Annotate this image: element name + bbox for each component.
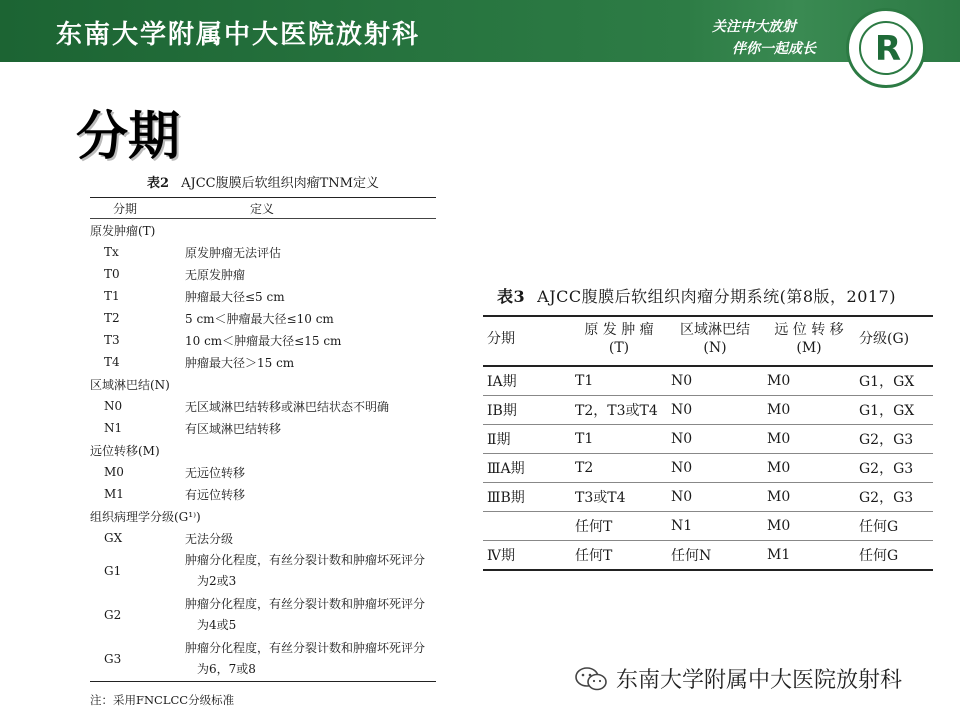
table-2-group-heading: 远位转移(M) [90, 443, 160, 458]
table-row [483, 366, 933, 396]
table-cell: M0 [763, 483, 855, 512]
slogan-line-1: 关注中大放射 [712, 19, 796, 35]
table-cell: T1 [571, 425, 667, 454]
stage-definition [185, 244, 436, 261]
table-cell: N0 [667, 483, 763, 512]
table-3-header-cell: 分期 [487, 331, 515, 347]
stage-definition [185, 398, 436, 415]
footer-text: 东南大学附属中大医院放射科 [616, 668, 903, 693]
table-row [90, 637, 436, 681]
table-row [90, 461, 436, 483]
table-2-header-stage: 分期 [112, 201, 137, 216]
table-row [90, 395, 436, 417]
table-row [90, 329, 436, 351]
table-2-group-heading: 区域淋巴结(N) [90, 377, 170, 392]
table-row [483, 541, 933, 571]
table-2-header-definition: 定义 [250, 201, 275, 216]
stage-code: N0 [104, 399, 123, 413]
stage-code: T2 [104, 311, 120, 325]
stage-code: G1 [104, 564, 122, 578]
table-cell: G1，GX [855, 366, 933, 396]
stage-code: M0 [104, 465, 124, 479]
table-3-body [483, 366, 933, 570]
definition-line: 肿瘤分化程度，有丝分裂计数和肿瘤坏死评分 [185, 597, 426, 611]
table-row [483, 396, 933, 425]
table-row [90, 241, 436, 263]
table-cell: G2，G3 [855, 425, 933, 454]
table-cell: M0 [763, 425, 855, 454]
stage-definition [185, 332, 436, 349]
stage-definition [185, 550, 436, 592]
table-3-label: 表3 [497, 287, 526, 306]
table-cell: M0 [763, 454, 855, 483]
stage-definition [185, 638, 436, 680]
table-cell: ⅠB期 [483, 396, 571, 425]
logo-ring [859, 21, 913, 75]
table-cell: 任何G [855, 512, 933, 541]
table-2 [90, 172, 436, 708]
table-cell: 任何T [571, 512, 667, 541]
table-row [483, 454, 933, 483]
table-cell: M0 [763, 512, 855, 541]
stage-code: G2 [104, 608, 122, 622]
table-row [90, 351, 436, 373]
table-cell: T2，T3或T4 [571, 396, 667, 425]
table-cell [483, 512, 571, 541]
footer-watermark [574, 663, 902, 694]
definition-line: 肿瘤分化程度，有丝分裂计数和肿瘤坏死评分 [185, 641, 426, 655]
table-cell: ⅢA期 [483, 454, 571, 483]
table-row [90, 417, 436, 439]
table-cell: 任何N [667, 541, 763, 571]
table-cell: ⅢB期 [483, 483, 571, 512]
table-cell: N0 [667, 366, 763, 396]
table-2-bottom-rule [90, 681, 436, 682]
table-cell: Ⅱ期 [483, 425, 571, 454]
table-3-header-cell: 区域淋巴结 (N) [680, 322, 750, 356]
table-cell: N1 [667, 512, 763, 541]
hospital-logo [846, 8, 926, 88]
stage-code: GX [104, 531, 123, 545]
table-cell: N0 [667, 454, 763, 483]
table-cell: 任何T [571, 541, 667, 571]
table-cell: G2，G3 [855, 483, 933, 512]
stage-definition [185, 266, 436, 283]
slogan-line-2: 伴你一起成长 [732, 41, 816, 57]
definition-line: 为4或5 [197, 618, 237, 632]
stage-definition [185, 594, 436, 636]
definition-line: 10 cm＜肿瘤最大径≤15 cm [185, 333, 342, 348]
stage-code: G3 [104, 652, 122, 666]
table-cell: N0 [667, 425, 763, 454]
table-2-body [90, 219, 436, 681]
table-cell: G1，GX [855, 396, 933, 425]
definition-line: 无法分级 [185, 531, 234, 546]
definition-line: 有远位转移 [185, 487, 246, 502]
table-cell: G2，G3 [855, 454, 933, 483]
table-3-header-cell: 原 发 肿 瘤 (T) [584, 322, 654, 356]
stage-definition [185, 530, 436, 547]
table-row [483, 483, 933, 512]
table-cell: T3或T4 [571, 483, 667, 512]
definition-line: 原发肿瘤无法评估 [185, 245, 282, 260]
wechat-icon [574, 665, 608, 693]
stage-definition [185, 464, 436, 481]
stage-definition [185, 420, 436, 437]
table-cell: N0 [667, 396, 763, 425]
table-2-group-heading: 组织病理学分级(G¹⁾) [90, 509, 201, 524]
table-cell: M1 [763, 541, 855, 571]
table-2-caption [90, 172, 436, 191]
table-2-note: 注：采用FNCLCC分级标准 [90, 693, 235, 707]
table-row [90, 593, 436, 637]
definition-line: 5 cm＜肿瘤最大径≤10 cm [185, 311, 334, 326]
table-2-group-heading: 原发肿瘤(T) [90, 223, 156, 238]
table-row [90, 263, 436, 285]
stage-code: T3 [104, 333, 120, 347]
table-cell: T2 [571, 454, 667, 483]
definition-line: 无远位转移 [185, 465, 246, 480]
table-2-label: 表2 [147, 176, 170, 191]
table-row [483, 425, 933, 454]
stage-code: T1 [104, 289, 120, 303]
table-3-header-cell: 分级(G) [859, 331, 910, 347]
table-row [90, 307, 436, 329]
table-cell: Ⅳ期 [483, 541, 571, 571]
stage-code: T4 [104, 355, 120, 369]
definition-line: 有区域淋巴结转移 [185, 421, 282, 436]
table-cell: 任何G [855, 541, 933, 571]
department-title: 东南大学附属中大医院放射科 [56, 20, 421, 50]
stage-definition [185, 354, 436, 371]
stage-definition [185, 288, 436, 305]
table-3 [483, 284, 933, 571]
table-row [90, 285, 436, 307]
table-3-header-row [483, 316, 933, 366]
table-cell: M0 [763, 396, 855, 425]
table-cell: M0 [763, 366, 855, 396]
definition-line: 肿瘤最大径≤5 cm [185, 289, 285, 304]
stage-code: M1 [104, 487, 124, 501]
table-3-caption [483, 284, 933, 307]
table-2-caption-text: AJCC腹膜后软组织肉瘤TNM定义 [181, 176, 379, 191]
stage-code: T0 [104, 267, 120, 281]
definition-line: 无区域淋巴结转移或淋巴结状态不明确 [185, 399, 390, 414]
table-3-grid [483, 315, 933, 571]
table-2-header [90, 198, 436, 218]
definition-line: 肿瘤最大径＞15 cm [185, 355, 295, 370]
table-row [90, 527, 436, 549]
table-row [90, 549, 436, 593]
definition-line: 为2或3 [197, 574, 237, 588]
stage-definition [185, 310, 436, 327]
table-3-header-cell: 远 位 转 移 (M) [774, 322, 844, 356]
definition-line: 无原发肿瘤 [185, 267, 246, 282]
table-3-caption-text: AJCC腹膜后软组织肉瘤分期系统(第8版，2017) [537, 287, 896, 306]
definition-line: 肿瘤分化程度，有丝分裂计数和肿瘤坏死评分 [185, 553, 426, 567]
stage-code: Tx [104, 245, 119, 259]
stage-code: N1 [104, 421, 123, 435]
stage-definition [185, 486, 436, 503]
page-title: 分期 [76, 107, 181, 167]
definition-line: 为6，7或8 [197, 662, 256, 676]
logo-letter: R [874, 29, 902, 69]
table-row [483, 512, 933, 541]
table-row [90, 483, 436, 505]
table-cell: ⅠA期 [483, 366, 571, 396]
table-cell: T1 [571, 366, 667, 396]
